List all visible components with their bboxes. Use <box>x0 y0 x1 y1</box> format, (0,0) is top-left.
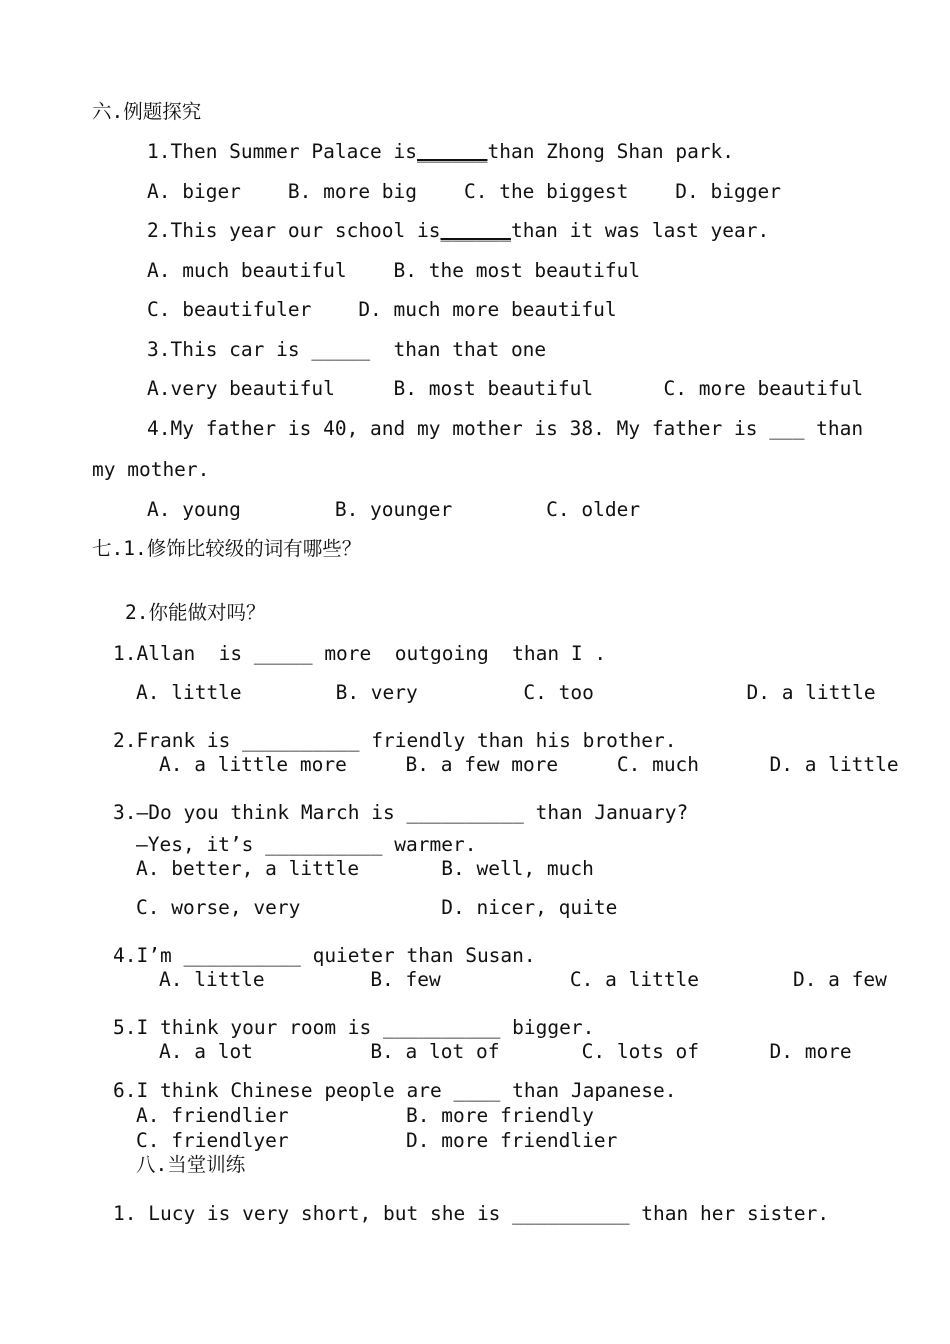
s7-q6-options-2: C. friendlyer D. more friendlier <box>136 1129 618 1152</box>
s6-q2-post: than it was last year. <box>510 219 770 242</box>
s6-q2-stem <box>147 219 769 243</box>
s7-q3-options-1: A. better, a little B. well, much <box>136 857 594 880</box>
s7-q3-stem-line2: —Yes, it’s __________ warmer. <box>136 833 477 856</box>
s6-q1-pre: 1.Then Summer Palace is <box>147 140 418 163</box>
s6-q2-pre: 2.This year our school is <box>147 219 441 242</box>
s8-q1-stem: 1. Lucy is very short, but she is __________ than her sister. <box>113 1202 830 1225</box>
s7-q2-stem: 2.Frank is __________ friendly than his brother. <box>113 729 677 752</box>
s7-q4-options: A. little B. few C. a little D. a few <box>159 968 887 991</box>
s6-q1-stem <box>147 140 734 164</box>
section-7-heading: 七.1.修饰比较级的词有哪些？ <box>92 537 362 560</box>
s7-q3-stem-line1: 3.—Do you think March is __________ than January? <box>113 801 689 824</box>
s6-q1-options: A. biger B. more big C. the biggest D. bigger <box>147 180 781 203</box>
s7-q2-options: A. a little more B. a few more C. much D. a little <box>159 753 899 776</box>
s6-q3-options: A.very beautiful B. most beautiful C. more beautiful <box>147 377 864 400</box>
s6-q4-options: A. young B. younger C. older <box>147 498 641 521</box>
s7-q1-options: A. little B. very C. too D. a little <box>136 681 876 704</box>
s7-q6-stem: 6.I think Chinese people are ____ than Japanese. <box>113 1079 677 1102</box>
s6-q3-stem: 3.This car is _____ than that one <box>147 338 547 361</box>
section-6-heading: 六.例题探究 <box>92 100 202 123</box>
s7-q6-options-1: A. friendlier B. more friendly <box>136 1104 594 1127</box>
s6-q4-stem-line2: my mother. <box>92 458 210 481</box>
s7-q5-stem: 5.I think your room is __________ bigger. <box>113 1016 595 1039</box>
s6-q1-post: than Zhong Shan park. <box>487 140 735 163</box>
s7-q5-options: A. a lot B. a lot of C. lots of D. more <box>159 1040 852 1063</box>
s7-q1-stem: 1.Allan is _____ more outgoing than I . <box>113 642 607 665</box>
s7-q3-options-2: C. worse, very D. nicer, quite <box>136 896 618 919</box>
s6-q2-options-1: A. much beautiful B. the most beautiful <box>147 259 641 282</box>
s6-q1-blank: ______ <box>417 140 488 163</box>
s6-q2-options-2: C. beautifuler D. much more beautiful <box>147 298 617 321</box>
section-7-sub-heading: 2.你能做对吗？ <box>125 601 266 624</box>
s7-q4-stem: 4.I’m __________ quieter than Susan. <box>113 944 536 967</box>
s6-q4-stem-line1: 4.My father is 40, and my mother is 38. My father is ___ than <box>147 417 864 440</box>
section-8-heading: 八.当堂训练 <box>136 1153 246 1176</box>
s6-q2-blank: ______ <box>440 219 511 242</box>
